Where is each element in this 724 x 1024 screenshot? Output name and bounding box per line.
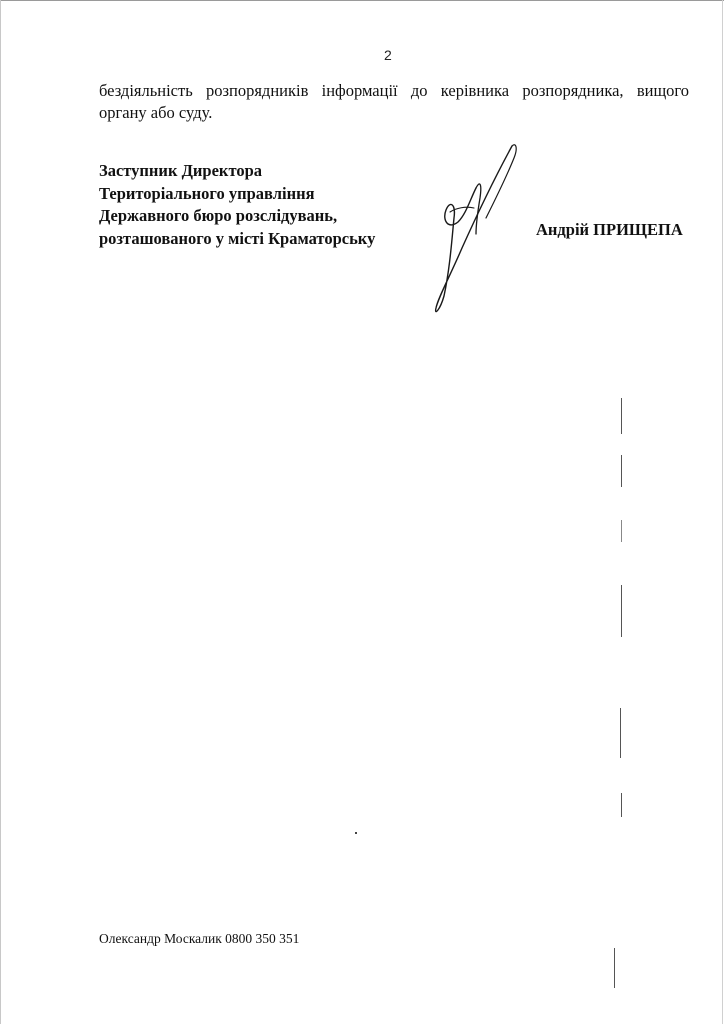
scan-artifact-mark [621, 455, 622, 487]
signer-title-line-4: розташованого у місті Краматорську [99, 228, 376, 248]
scan-right-edge [722, 0, 723, 1024]
signer-name: Андрій ПРИЩЕПА [536, 220, 683, 239]
scan-artifact-mark [621, 520, 622, 542]
scan-artifact-mark [621, 398, 622, 434]
signer-title-line-1: Заступник Директора [99, 161, 263, 180]
scan-artifact-mark [621, 793, 622, 817]
scan-artifact-mark [620, 708, 621, 758]
signer-title-line-2: Територіального управління [99, 183, 315, 203]
scan-top-edge [0, 0, 724, 1]
body-paragraph [99, 80, 689, 124]
scan-artifact-mark [614, 948, 615, 988]
page-number: 2 [384, 47, 392, 63]
scan-speck [355, 832, 357, 834]
scan-artifact-mark [621, 585, 622, 637]
handwritten-signature [410, 138, 530, 318]
scan-left-edge [0, 0, 1, 1024]
signer-title-block [99, 160, 375, 250]
signer-title-line-3: Державного бюро розслідувань, [99, 206, 338, 225]
footer-contact: Олександр Москалик 0800 350 351 [99, 931, 300, 946]
body-line-1: бездіяльність розпорядників інформації до керівника розпорядника, вищого [99, 81, 689, 100]
body-line-2: органу або суду. [99, 103, 213, 122]
